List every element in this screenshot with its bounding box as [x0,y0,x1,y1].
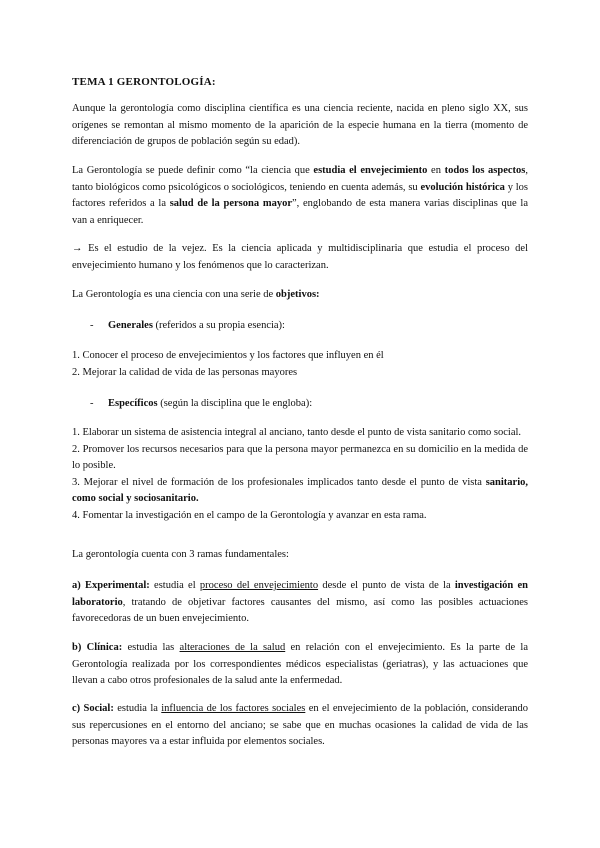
branch-experimental: a) Experimental: estudia el proceso del envejecimiento desde el punto de vista de la investigación en laboratorio, tratando de objetivar factores causantes del mismo, así como las posibles actuaciones favorecedoras de un buen envejecimiento. [72,580,528,624]
list-item: 3. Mejorar el nivel de formación de los profesionales implicados tanto desde el punto de vista sanitario, como social y sociosanitario. [72,476,528,504]
list-item: 2. Mejorar la calidad de vida de las personas mayores [72,366,298,378]
objectives-intro: La Gerontología es una ciencia con una serie de objetivos: [72,289,320,300]
list-item: 1. Conocer el proceso de envejecimientos y los factores que influyen en él [72,350,384,361]
specific-objectives-list [72,425,528,524]
page-title: TEMA 1 GERONTOLOGÍA: [72,76,216,88]
list-item: 2. Promover los recursos necesarios para que la persona mayor permanezca en su domicilio en la medida de lo posible. [72,443,528,471]
specific-objectives-heading: - Específicos (según la disciplina que le engloba): [90,398,313,409]
list-item: 1. Elaborar un sistema de asistencia integral al anciano, tanto desde el punto de vista sanitario como social. [72,427,522,438]
branches-intro: La gerontología cuenta con 3 ramas fundamentales: [72,549,289,560]
branch-clinica: b) Clínica: estudia las alteraciones de la salud en relación con el envejecimiento. Es la parte de la Gerontología realizada por los correspondientes médicos especialistas (geriatras), y las actuaciones que llevan a cabo otros profesionales de la salud ante la enfermedad. [72,642,528,686]
branch-social: c) Social: estudia la influencia de los factores sociales en el envejecimiento de la población, considerando sus repercusiones en el entorno del anciano; se sabe que en muchas ocasiones la calidad de vida de las personas mayores va a estar influida por elementos sociales. [72,703,528,747]
summary-paragraph: → Es el estudio de la vejez. Es la ciencia aplicada y multidisciplinaria que estudia el proceso del envejecimiento humano y los fenómenos que lo caracterizan. [72,243,528,271]
list-item: 4. Fomentar la investigación en el campo de la Gerontología y avanzar en esta rama. [72,509,427,521]
intro-paragraph: Aunque la gerontología como disciplina científica es una ciencia reciente, nacida en pleno siglo XX, sus orígenes se remontan al mismo momento de la aparición de la especie humana en la tierra (momento de diferenciación de grupos de población según su edad). [72,103,528,147]
general-objectives-heading: - Generales (referidos a su propia esencia): [90,320,285,331]
definition-paragraph: La Gerontología se puede definir como “la ciencia que estudia el envejecimiento en todos los aspectos, tanto biológicos como psicológicos o sociológicos, teniendo en cuenta además, su evolución histórica y los factores referidos a la salud de la persona mayor”, englobando de esta manera varias disciplinas que la van a enriquecer. [72,165,529,226]
general-objectives-list [72,348,528,381]
